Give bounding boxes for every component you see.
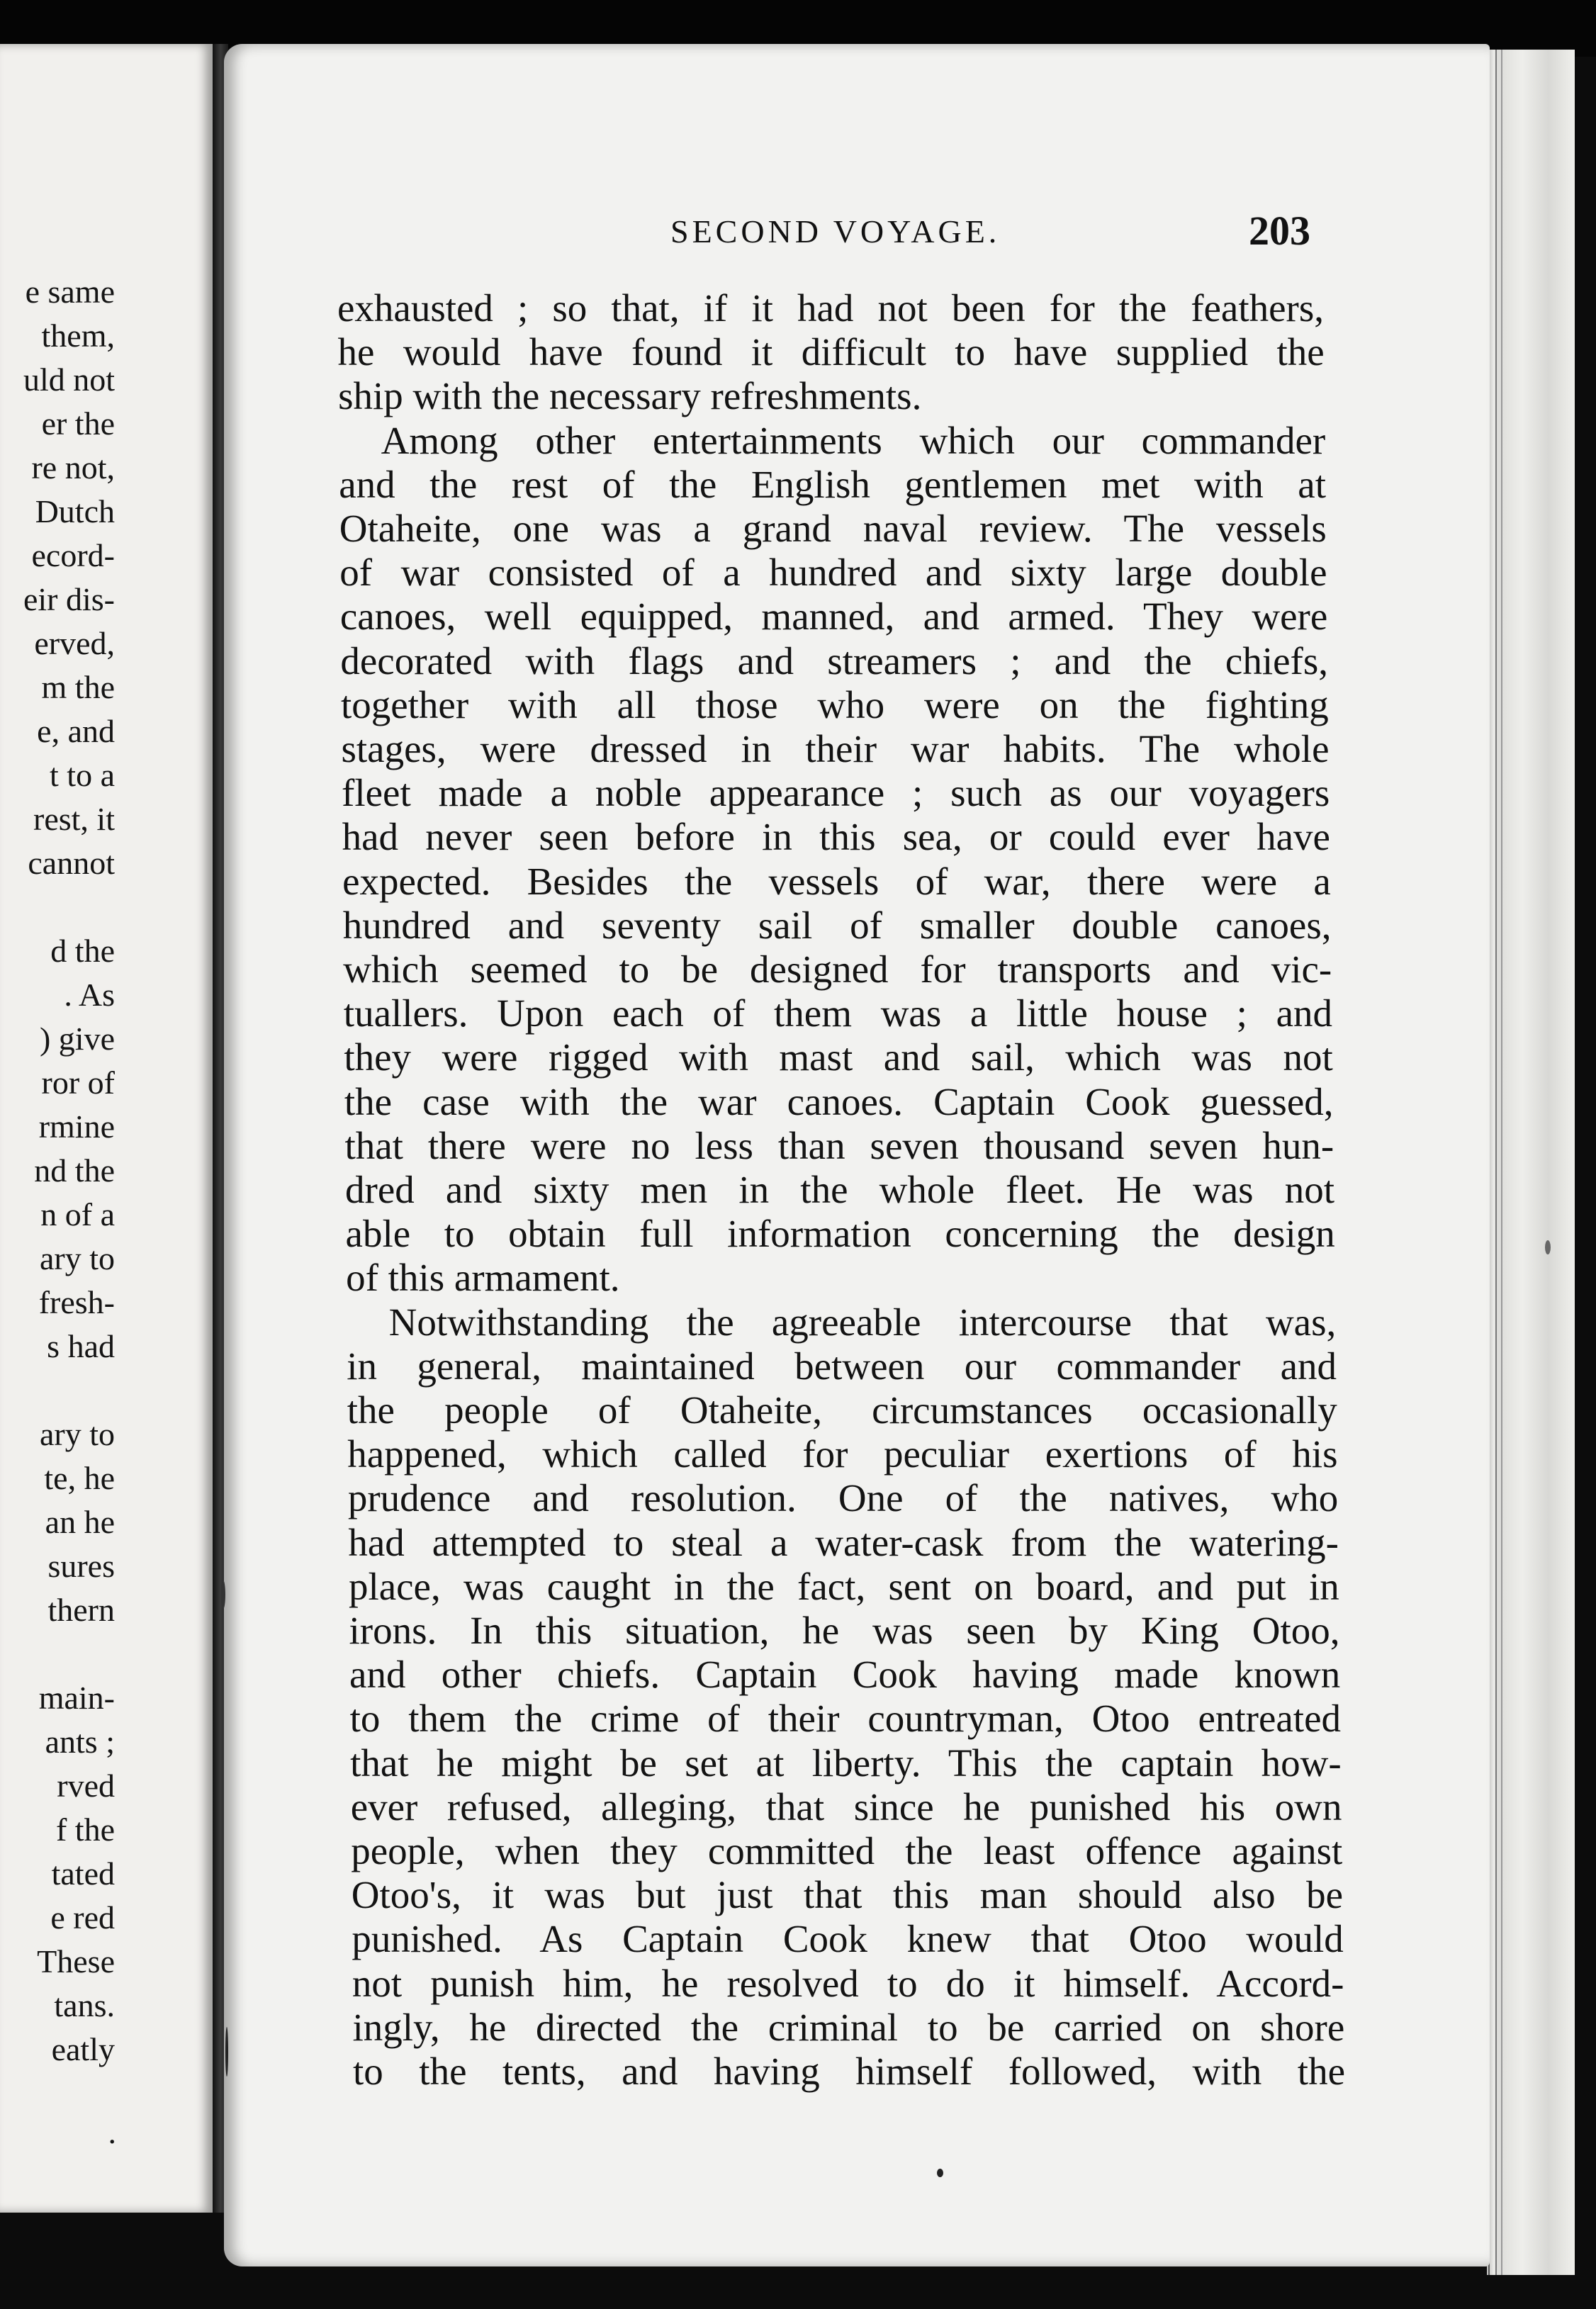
previous-page-fragment: s had (47, 1328, 115, 1364)
body-line: stages, were dressed in their war habits. The whole (341, 727, 1330, 770)
body-line: he would have found it difficult to have supplied the (337, 330, 1325, 374)
ink-speck (221, 1580, 225, 1609)
previous-page-fragment: them, (41, 318, 115, 354)
previous-page-fragment: m the (41, 669, 115, 705)
previous-page (0, 44, 213, 2213)
body-line: ingly, he directed the criminal to be carried on shore (352, 2005, 1345, 2049)
previous-page-fragment: d the (50, 933, 115, 969)
body-line: ship with the necessary refreshments. (338, 374, 922, 418)
previous-page-fragment: t to a (50, 757, 115, 793)
body-line: able to obtain full information concerning the design (345, 1212, 1335, 1256)
previous-page-fragment: main- (38, 1680, 115, 1716)
page-number: 203 (1249, 208, 1310, 254)
page-stack-edge (1487, 50, 1575, 2275)
previous-page-fragment: . As (64, 977, 115, 1013)
previous-page-fragment: er the (41, 405, 115, 442)
body-line: canoes, well equipped, manned, and armed. They were (339, 595, 1328, 639)
previous-page-fragment: ) give (39, 1021, 115, 1057)
body-line: of war consisted of a hundred and sixty large double (339, 551, 1327, 595)
body-line: Notwithstanding the agreeable intercourse that was, (388, 1300, 1337, 1344)
body-line: punished. As Captain Cook knew that Otoo would (352, 1917, 1344, 1961)
previous-page-fragment: rved (57, 1768, 115, 1804)
body-line: place, was caught in the fact, sent on board, and put in (348, 1564, 1339, 1608)
previous-page-fragment: nd the (34, 1152, 115, 1189)
previous-page-fragment: ary to (39, 1240, 115, 1276)
previous-page-fragment: cannot (28, 845, 115, 881)
previous-page-fragment: e red (50, 1899, 115, 1936)
running-title: SECOND VOYAGE. (670, 213, 1001, 249)
body-line: fleet made a noble appearance ; such as our voyagers (342, 771, 1330, 815)
previous-page-fragment: These (37, 1943, 115, 1979)
body-line: happened, which called for peculiar exertions of his (347, 1432, 1338, 1476)
previous-page-mark: . (108, 2114, 116, 2150)
previous-page-fragment: rest, it (33, 801, 115, 837)
body-line: which seemed to be designed for transports and vic- (343, 948, 1332, 991)
body-line: ever refused, alleging, that since he punished his own (350, 1785, 1342, 1828)
body-line: not punish him, he resolved to do it himself. Accord- (352, 1961, 1344, 2005)
previous-page-fragment: eatly (51, 2031, 115, 2067)
body-line: hundred and seventy sail of smaller double canoes, (342, 903, 1332, 947)
body-line: in general, maintained between our commander and (347, 1344, 1337, 1388)
previous-page-fragment: e, and (37, 713, 115, 749)
body-line: Among other entertainments which our commander (381, 418, 1326, 462)
body-line: exhausted ; so that, if it had not been for the feathers, (337, 286, 1324, 330)
previous-page-fragment: fresh- (38, 1284, 115, 1320)
previous-page-fragment: re not, (31, 449, 115, 485)
previous-page-fragment: tated (51, 1855, 115, 1892)
previous-page-fragment: e same (25, 274, 115, 310)
body-line: that there were no less than seven thousand seven hun- (344, 1123, 1334, 1167)
previous-page-fragment: thern (47, 1592, 115, 1628)
body-line: that he might be set at liberty. This the captain how- (350, 1741, 1342, 1785)
previous-page-fragment: ants ; (45, 1724, 115, 1760)
previous-page-fragment: ror of (41, 1064, 115, 1101)
previous-page-fragment: Dutch (35, 493, 115, 529)
previous-page-fragment: an he (45, 1504, 115, 1540)
body-line: expected. Besides the vessels of war, there were a (342, 859, 1331, 903)
previous-page-fragment: uld not (23, 361, 115, 398)
ink-speck (937, 2169, 943, 2177)
body-line: people, when they committed the least offence against (351, 1829, 1343, 1872)
body-line: to them the crime of their countryman, Otoo entreated (349, 1697, 1341, 1741)
previous-page-fragment: ecord- (31, 537, 115, 573)
previous-page-fragment: erved, (34, 625, 115, 661)
previous-page-fragment: f the (55, 1811, 115, 1848)
body-line: and the rest of the English gentlemen met with at (339, 462, 1326, 506)
ink-speck (225, 2027, 228, 2077)
body-line: and other chiefs. Captain Cook having made known (349, 1653, 1341, 1697)
previous-page-fragment: eir dis- (23, 581, 115, 617)
body-line: together with all those who were on the fighting (340, 682, 1329, 726)
body-line: the case with the war canoes. Captain Cook guessed, (344, 1079, 1334, 1123)
previous-page-fragment: ary to (39, 1416, 115, 1452)
body-line: had never seen before in this sea, or could ever have (342, 815, 1330, 859)
previous-page-fragment: te, he (44, 1460, 115, 1496)
previous-page-fragment: n of a (40, 1196, 115, 1232)
body-line: Otaheite, one was a grand naval review. The vessels (339, 507, 1327, 550)
previous-page-fragment: sures (47, 1548, 115, 1584)
body-line: had attempted to steal a water-cask from the watering- (348, 1520, 1339, 1564)
body-line: decorated with flags and streamers ; and the chiefs, (340, 639, 1328, 682)
previous-page-fragment: rmine (38, 1108, 115, 1145)
body-line: to the tents, and having himself followed, with the (353, 2050, 1345, 2093)
body-line: prudence and resolution. One of the natives, who (347, 1476, 1339, 1520)
body-line: they were rigged with mast and sail, which was not (344, 1035, 1333, 1079)
body-line: of this armament. (346, 1256, 620, 1300)
body-line: the people of Otaheite, circumstances occasionally (347, 1388, 1337, 1432)
body-line: dred and sixty men in the whole fleet. He was not (345, 1168, 1334, 1211)
body-line: tuallers. Upon each of them was a little house ; and (343, 991, 1332, 1035)
body-line: Otoo's, it was but just that this man should also be (351, 1873, 1343, 1917)
ink-speck (1545, 1240, 1551, 1254)
body-line: irons. In this situation, he was seen by King Otoo, (349, 1609, 1340, 1652)
previous-page-fragment: tans. (54, 1987, 115, 2023)
